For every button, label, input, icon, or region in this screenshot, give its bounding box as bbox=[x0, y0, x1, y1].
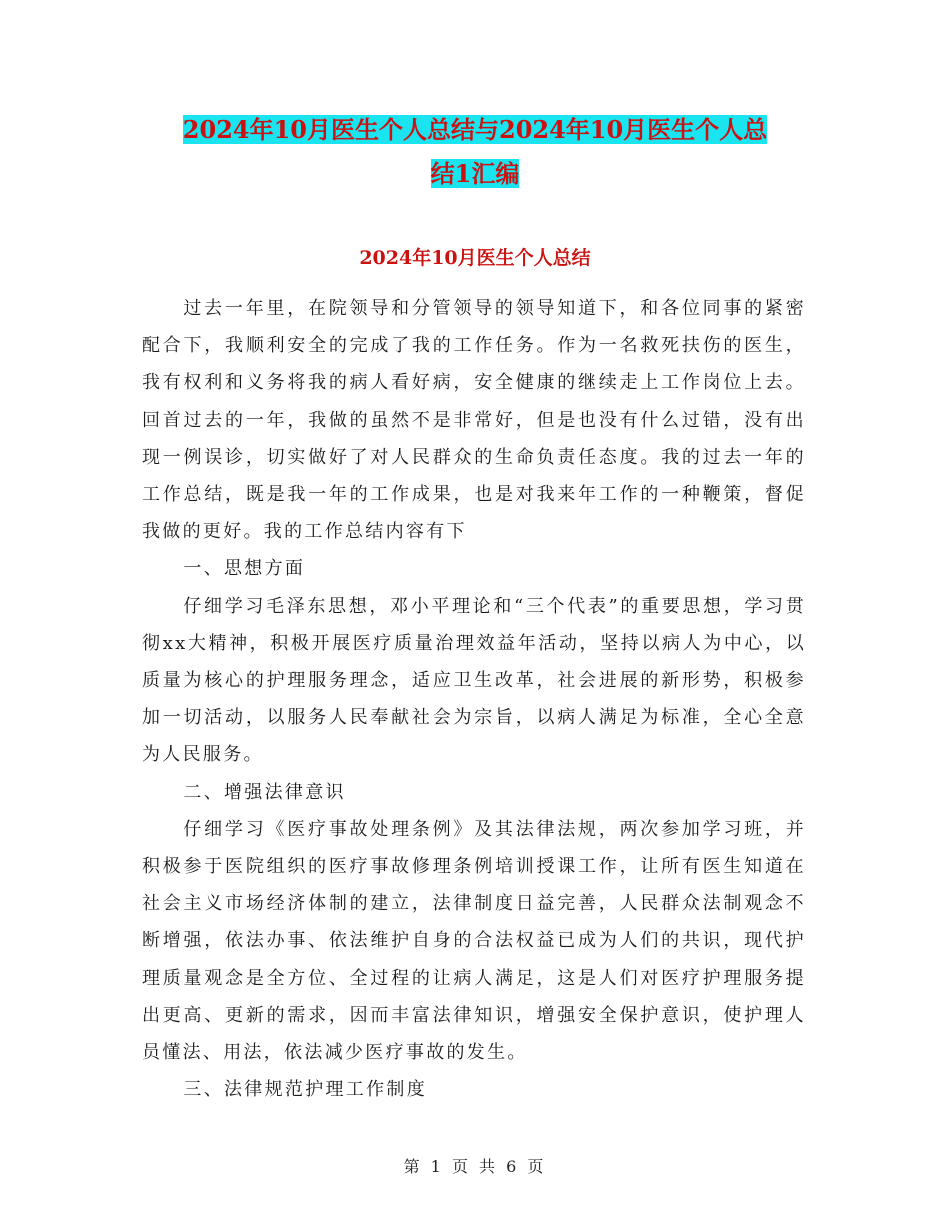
document-title-line-1: 2024年10月医生个人总结与2024年10月医生个人总 bbox=[182, 115, 768, 144]
document-title bbox=[140, 108, 810, 196]
document-title-line-2: 结1汇编 bbox=[430, 159, 520, 188]
page-number-footer: 第 1 页 共 6 页 bbox=[403, 1157, 547, 1176]
paragraph-legal-awareness: 仔细学习《医疗事故处理条例》及其法律法规，两次参加学习班，并积极参于医院组织的医疗事故修理条例培训授课工作，让所有医生知道在社会主义市场经济体制的建立，法律制度日益完善，人民群众法制观念不断增强，依法办事、依法维护自身的合法权益已成为人们的共识，现代护理质量观念是全方位、全过程的让病人满足，这是人们对医疗护理服务提出更高、更新的需求，因而丰富法律知识，增强安全保护意识，使护理人员懂法、用法，依法减少医疗事故的发生。 bbox=[142, 818, 806, 1064]
paragraph-thought: 仔细学习毛泽东思想，邓小平理论和“三个代表”的重要思想，学习贯彻xx大精神，积极开展医疗质量治理效益年活动，坚持以病人为中心，以质量为核心的护理服务理念，适应卫生改革，社会进展的新形势，积极参加一切活动，以服务人民奉献社会为宗旨，以病人满足为标准，全心全意为人民服务。 bbox=[142, 595, 806, 766]
heading-nursing-rules: 三、法律规范护理工作制度 bbox=[183, 1079, 427, 1101]
section-title: 2024年10月医生个人总结 bbox=[359, 247, 591, 269]
document-body bbox=[142, 290, 806, 1108]
paragraph-intro: 过去一年里，在院领导和分管领导的领导知道下，和各位同事的紧密配合下，我顺利安全的完成了我的工作任务。作为一名救死扶伤的医生，我有权利和义务将我的病人看好病，安全健康的继续走上工作岗位上去。回首过去的一年，我做的虽然不是非常好，但是也没有什么过错，没有出现一例误诊，切实做好了对人民群众的生命负责任态度。我的过去一年的工作总结，既是我一年的工作成果，也是对我来年工作的一种鞭策，督促我做的更好。我的工作总结内容有下 bbox=[142, 298, 806, 543]
heading-legal-awareness: 二、增强法律意识 bbox=[183, 781, 346, 803]
heading-thought: 一、思想方面 bbox=[183, 558, 306, 580]
